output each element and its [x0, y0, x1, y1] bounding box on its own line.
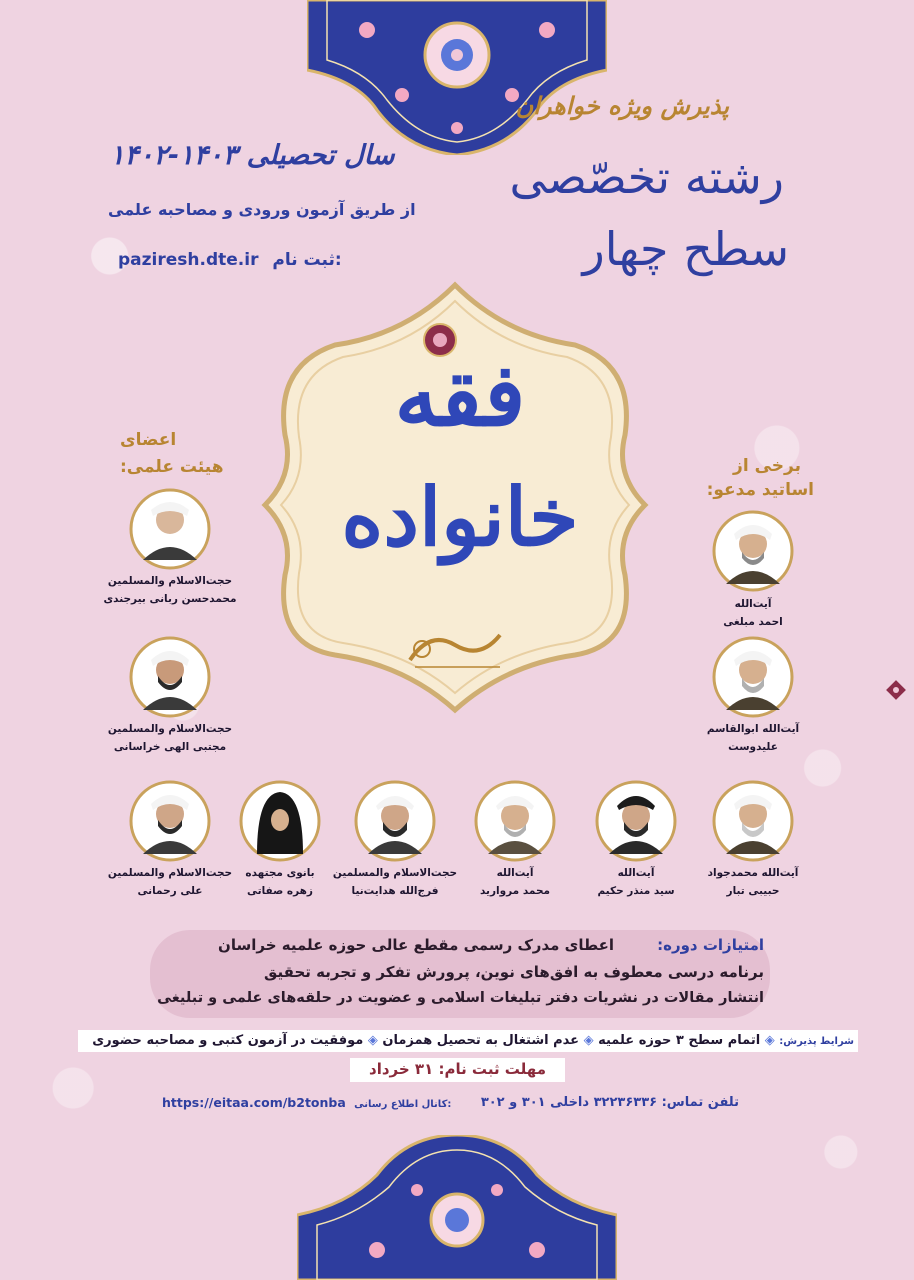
person-name: علی رحمانی [137, 885, 203, 898]
channel-label: کانال اطلاع رسانی: [354, 1099, 452, 1110]
channel-line [162, 1095, 451, 1110]
person-title: حجت‌الاسلام والمسلمین [107, 867, 233, 879]
condition-item: عدم اشتغال به تحصیل همزمان [382, 1033, 580, 1048]
conditions-row [92, 1033, 854, 1048]
field-title-line2: سطح چهار [582, 222, 789, 276]
portrait-avatar [239, 780, 321, 862]
advantage-item: برنامه درسی معطوف به افق‌های نوین، پرورش تفکر و تجربه تحقیق [264, 963, 764, 981]
advantage-item: اعطای مدرک رسمی مقطع عالی حوزه علمیه خراسان [218, 936, 614, 954]
field-title-line1: رشته تخصّصی [509, 150, 784, 204]
academic-year: سال تحصیلی ۱۴۰۳-۱۴۰۲ [110, 140, 395, 171]
person-name: حبیبی تبار [726, 885, 780, 898]
calligraphy-family: خانواده [341, 470, 579, 564]
board-member [100, 488, 240, 606]
person-title: بانوی مجتهده [245, 867, 315, 879]
portrait-avatar [712, 510, 794, 592]
portrait-avatar [129, 780, 211, 862]
top-ornament [307, 0, 607, 155]
board-member [100, 636, 240, 754]
channel-url[interactable]: https://eitaa.com/b2tonba [162, 1095, 346, 1110]
register-line [118, 250, 342, 270]
invited-teacher [210, 780, 350, 898]
person-name: احمد مبلغی [723, 616, 783, 629]
invited-heading-line1: برخی از [733, 456, 801, 476]
portrait-avatar [129, 488, 211, 570]
person-title: آیت‌الله [617, 867, 655, 879]
conditions-label: شرایط پذیرش: [779, 1036, 854, 1047]
condition-item: اتمام سطح ۳ حوزه علمیه [598, 1033, 761, 1048]
diamond-icon: ◈ [367, 1033, 378, 1048]
calligraphy-fiqh: فقه [394, 345, 526, 446]
portrait-avatar [712, 780, 794, 862]
person-title: حجت‌الاسلام والمسلمین [107, 575, 233, 587]
board-heading-line1: اعضای [120, 430, 177, 450]
portrait-avatar [712, 636, 794, 718]
condition-item: موفقیت در آزمون کتبی و مصاحبه حضوری [92, 1033, 364, 1048]
person-name: مجتبی الهی خراسانی [113, 741, 227, 754]
admission-line: پذیرش ویژه خواهران [515, 92, 729, 120]
advantages-label: امتیازات دوره: [657, 936, 764, 954]
person-name: محمدحسن ربانی بیرجندی [103, 593, 237, 606]
portrait-avatar [354, 780, 436, 862]
diamond-icon: ◈ [764, 1033, 775, 1048]
portrait-avatar [129, 636, 211, 718]
person-name: زهره صفاتی [247, 885, 313, 898]
person-name: سید منذر حکیم [597, 885, 675, 898]
diamond-icon: ◈ [583, 1033, 594, 1048]
person-title: حجت‌الاسلام والمسلمین [107, 723, 233, 735]
invited-teacher [683, 510, 823, 629]
person-name: علیدوست [728, 741, 778, 754]
person-title: آیت‌الله [734, 598, 772, 610]
invited-heading-line2: اساتید مدعو: [706, 480, 814, 500]
person-name: محمد مروارید [479, 885, 551, 898]
contact-phone: تلفن تماس: ۳۲۲۳۶۳۳۶ داخلی ۳۰۱ و ۳۰۲ [480, 1095, 739, 1110]
person-title: حجت‌الاسلام والمسلمین [332, 867, 458, 879]
portrait-avatar [595, 780, 677, 862]
register-label: ثبت نام: [272, 250, 342, 270]
admission-method: از طریق آزمون ورودی و مصاحبه علمی [108, 200, 416, 219]
tuba-logo [400, 625, 510, 675]
bottom-ornament [297, 1135, 617, 1280]
deadline-text: مهلت ثبت نام: ۳۱ خرداد [369, 1060, 546, 1078]
person-title: آیت‌الله محمدجواد [707, 867, 799, 879]
person-title: آیت‌الله [496, 867, 534, 879]
board-heading-line2: هیئت علمی: [120, 457, 224, 477]
portrait-avatar [474, 780, 556, 862]
flower-icon [886, 680, 906, 700]
invited-teacher [566, 780, 706, 898]
person-name: فرج‌الله هدایت‌نیا [351, 885, 439, 898]
register-url[interactable]: paziresh.dte.ir [118, 250, 259, 270]
invited-teacher [683, 636, 823, 754]
invited-teacher [445, 780, 585, 898]
advantage-item: انتشار مقالات در نشریات دفتر تبلیغات اسلامی و عضویت در حلقه‌های علمی و تبلیغی [157, 990, 764, 1006]
person-title: آیت‌الله ابوالقاسم [706, 723, 800, 735]
